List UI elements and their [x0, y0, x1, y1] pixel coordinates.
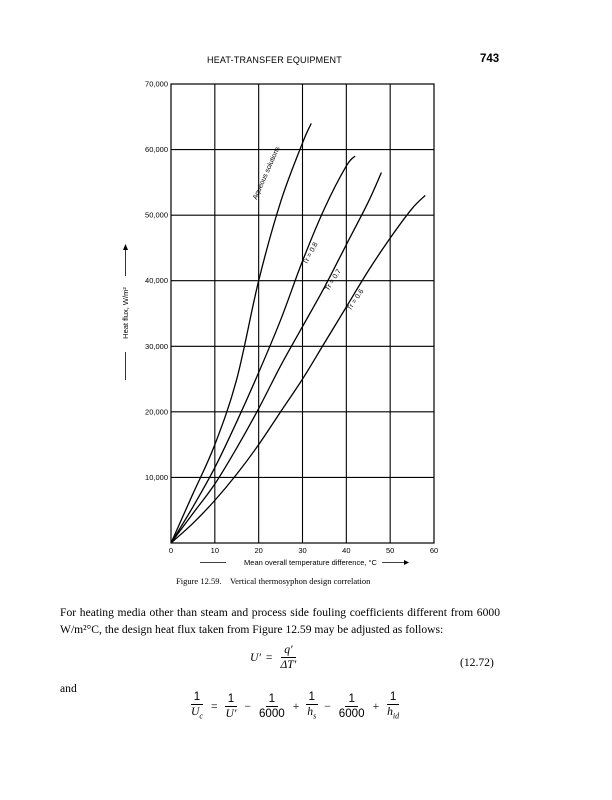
- x-axis-arrow-head: [404, 560, 409, 565]
- y-tick-label: 70,000: [145, 79, 168, 89]
- y-tick-label: 40,000: [145, 276, 168, 286]
- curve-aqueous-solutions: [171, 123, 311, 543]
- eq2-lhs: [188, 690, 206, 723]
- eq2-t3-den-sub: s: [313, 711, 317, 721]
- y-tick-label: 30,000: [145, 341, 168, 351]
- x-tick-label: 50: [385, 546, 395, 555]
- eq2-t3-den: [304, 705, 319, 723]
- curve-label: Tr = 0.6: [346, 288, 366, 313]
- eq2-t5-num: 1: [387, 690, 399, 705]
- y-tick-label: 20,000: [145, 407, 168, 417]
- minus-sign: −: [244, 700, 251, 714]
- plus-sign: +: [372, 700, 380, 714]
- eq2-term5: [384, 690, 402, 723]
- x-tick-label: 60: [429, 546, 439, 555]
- eq1-fraction: [277, 643, 299, 672]
- equation-number: (12.72): [460, 656, 494, 669]
- body-paragraph: For heating media other than steam and process side fouling coefficients different from 6000 W/m²°C, the design heat flux taken from Figure 12.59 may be adjusted as follows:: [60, 606, 500, 636]
- equation-12-72: [250, 643, 299, 672]
- eq2-lhs-den-sub: c: [199, 711, 203, 721]
- eq1-lhs: U′: [250, 651, 261, 664]
- eq2-lhs-den: [188, 705, 206, 723]
- eq2-t3-den-main: h: [307, 705, 314, 718]
- eq2-t1-num: 1: [225, 692, 237, 707]
- x-tick-label: 0: [168, 546, 174, 555]
- eq1-denominator: ΔT′: [280, 658, 297, 671]
- equals-sign: =: [265, 651, 273, 664]
- y-axis-arrow-head: [123, 244, 128, 250]
- eq2-t2-den: 6000: [258, 707, 285, 721]
- chart-ticks: [145, 80, 438, 556]
- running-header: HEAT-TRANSFER EQUIPMENT: [207, 55, 342, 65]
- figure-caption-text: Vertical thermosyphon design correlation: [229, 576, 371, 586]
- plus-sign: +: [292, 700, 300, 714]
- eq2-t1-den: U′: [225, 707, 237, 721]
- page-number: 743: [480, 53, 500, 65]
- eq2-term1: [222, 692, 239, 721]
- and-word: and: [60, 682, 77, 695]
- curve-tr-0-6: [171, 195, 425, 543]
- x-axis-label: Mean overall temperature difference, °C: [244, 558, 377, 567]
- equals-sign: =: [210, 700, 218, 714]
- curve-label: Aqueous solutions: [252, 145, 282, 201]
- minus-sign: −: [324, 700, 331, 714]
- eq2-t3-num: 1: [306, 690, 318, 705]
- curve-tr-0-7: [171, 173, 381, 543]
- equation-resistance-sum: [188, 690, 402, 723]
- x-tick-label: 10: [210, 546, 220, 555]
- y-axis-label: Heat flux, W/m²: [121, 287, 130, 339]
- chart-grid: [171, 84, 434, 543]
- y-tick-label: 50,000: [145, 210, 168, 220]
- eq2-t4-num: 1: [345, 692, 357, 707]
- x-tick-label: 30: [298, 546, 307, 555]
- eq2-t5-den: [384, 705, 402, 723]
- curve-tr-0-8: [171, 156, 355, 543]
- eq2-t5-den-main: h: [387, 705, 393, 718]
- chart-curves: [171, 123, 425, 543]
- curve-label: Tr = 0.8: [302, 241, 320, 266]
- figure-label: Figure 12.59.: [176, 576, 222, 586]
- x-tick-label: 40: [342, 546, 351, 555]
- eq2-lhs-num: 1: [191, 690, 203, 705]
- x-tick-label: 20: [254, 546, 263, 555]
- eq2-t2-num: 1: [266, 692, 278, 707]
- eq1-numerator: q′: [281, 643, 295, 658]
- y-tick-label: 10,000: [145, 472, 168, 482]
- curve-label: Tr = 0.7: [324, 268, 343, 293]
- eq2-t4-den: 6000: [338, 707, 365, 721]
- eq2-term4: [336, 692, 368, 721]
- eq2-term3: [304, 690, 319, 723]
- eq2-lhs-den-main: U: [191, 705, 200, 718]
- figure-caption: [176, 576, 370, 586]
- y-tick-label: 60,000: [145, 145, 168, 155]
- eq2-t5-den-sub: id: [392, 711, 400, 721]
- eq2-term2: [256, 692, 288, 721]
